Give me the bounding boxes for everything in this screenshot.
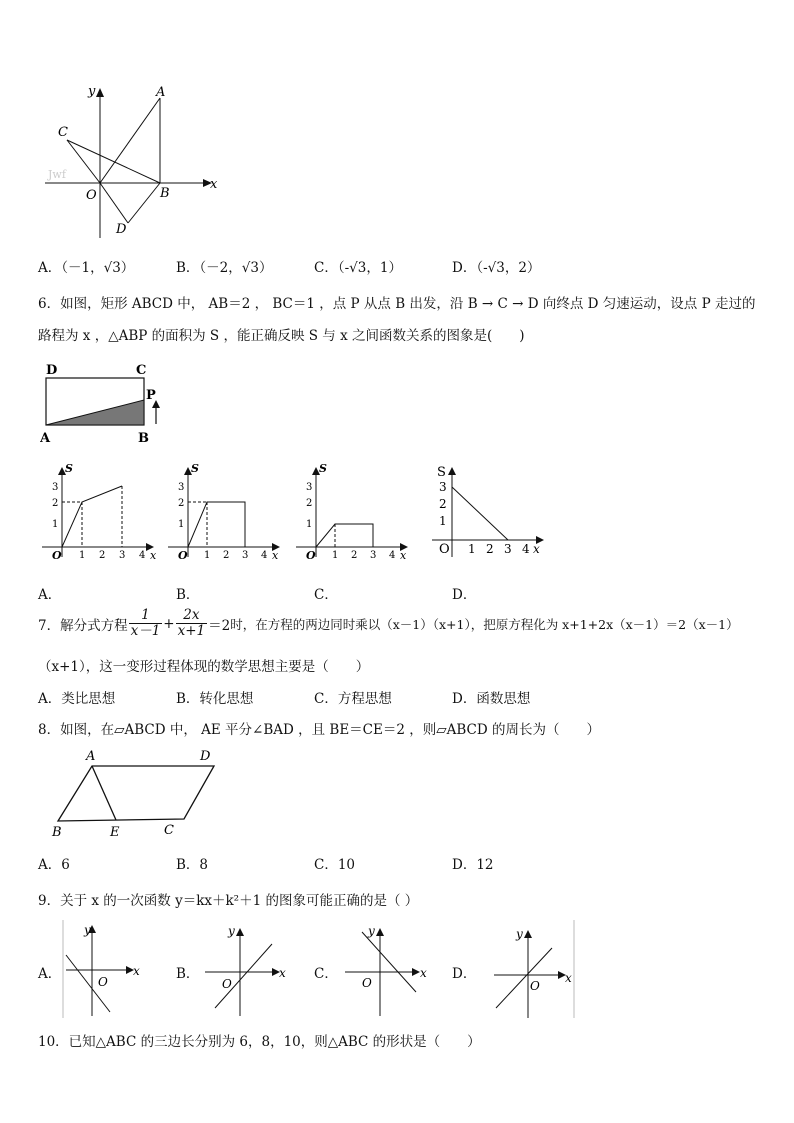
svg-text:y: y xyxy=(516,927,523,941)
label-C: C xyxy=(58,125,68,140)
svg-text:x: x xyxy=(565,971,572,985)
q6-graph-c xyxy=(294,462,419,562)
q7-text-line2: （x+1），这一变形过程体现的数学思想主要是（ ） xyxy=(38,659,370,675)
svg-text:3: 3 xyxy=(370,550,377,561)
label-A: A xyxy=(86,749,96,764)
svg-text:S: S xyxy=(437,465,446,480)
svg-text:1: 1 xyxy=(468,542,476,556)
seg-OD xyxy=(100,183,128,223)
q6-option-c[interactable]: C． xyxy=(314,587,338,603)
svg-text:O: O xyxy=(98,975,108,989)
q6-rectangle-figure xyxy=(40,358,170,448)
parallelogram-ABCD xyxy=(58,766,214,821)
svg-text:3: 3 xyxy=(52,482,59,493)
q8-option-b[interactable]: B．8 xyxy=(176,857,209,873)
q9-graph-a xyxy=(60,920,150,1020)
q9-text: 9．关于 x 的一次函数 y＝kx＋k²＋1 的图象可能正确的是（ ） xyxy=(38,893,419,909)
svg-text:1: 1 xyxy=(52,519,59,530)
label-B: B xyxy=(160,186,170,201)
svg-text:x: x xyxy=(279,966,286,980)
svg-text:y: y xyxy=(84,923,91,937)
q9-option-c[interactable]: C． xyxy=(314,966,338,982)
label-x: x xyxy=(210,177,218,192)
q9-option-a[interactable]: A． xyxy=(38,966,62,982)
label-A: A xyxy=(156,85,166,100)
svg-text:2: 2 xyxy=(486,542,494,556)
q6-option-d[interactable]: D． xyxy=(452,587,477,603)
seg-DB xyxy=(128,183,160,223)
fraction-2: $\frac{2x}{x+1}$ xyxy=(177,607,206,639)
svg-text:y: y xyxy=(368,924,375,938)
label-E: E xyxy=(110,825,120,840)
q7-text-line1: 7．解分式方程 $\frac{1}{x-1}$ + $\frac{2x}{x+1}$ ＝2 时，在方程的两边同时乘以（x－1）（x+1），把原方程化为 x+1+2x（x－1）＝2（x－1） xyxy=(38,607,739,639)
q7-option-c[interactable]: C．方程思想 xyxy=(314,691,392,707)
q8-parallelogram-figure xyxy=(44,744,224,840)
q9-graph-c xyxy=(340,920,435,1020)
svg-text:O: O xyxy=(222,977,232,991)
label-B: B xyxy=(52,825,62,840)
svg-text:S: S xyxy=(65,462,73,475)
svg-text:3: 3 xyxy=(178,482,185,493)
svg-text:1: 1 xyxy=(439,514,447,528)
label-D: D xyxy=(46,363,58,378)
seg-AE xyxy=(92,766,116,820)
svg-text:x: x xyxy=(420,966,427,980)
svg-text:2: 2 xyxy=(223,550,230,561)
q7-option-d[interactable]: D．函数思想 xyxy=(452,691,531,707)
svg-text:1: 1 xyxy=(79,550,86,561)
label-D: D xyxy=(200,749,211,764)
svg-text:S: S xyxy=(319,462,327,475)
svg-text:3: 3 xyxy=(242,550,249,561)
q5-option-c[interactable]: C．（-√3，1） xyxy=(314,260,402,276)
svg-text:x: x xyxy=(150,549,157,562)
seg-CB xyxy=(67,140,160,183)
y-axis-arrow xyxy=(96,88,104,97)
svg-text:S: S xyxy=(191,462,199,475)
q9-option-d[interactable]: D． xyxy=(452,966,477,982)
seg-CO xyxy=(67,140,100,183)
q5-option-a[interactable]: A．（－1，√3） xyxy=(38,260,135,276)
q6-graph-d xyxy=(430,462,555,562)
svg-text:1: 1 xyxy=(332,550,339,561)
svg-text:x: x xyxy=(133,964,140,978)
q8-option-c[interactable]: C．10 xyxy=(314,857,356,873)
q6-graph-a xyxy=(40,462,165,562)
q5-option-b[interactable]: B．（－2，√3） xyxy=(176,260,273,276)
q6-option-b[interactable]: B． xyxy=(176,587,200,603)
svg-text:O: O xyxy=(439,542,450,557)
svg-text:4: 4 xyxy=(389,550,396,561)
svg-text:1: 1 xyxy=(306,519,313,530)
q6-graph-b xyxy=(166,462,291,562)
q9-graph-d xyxy=(490,920,580,1020)
svg-text:4: 4 xyxy=(139,550,146,561)
svg-text:2: 2 xyxy=(351,550,358,561)
svg-text:3: 3 xyxy=(504,542,512,556)
svg-text:O: O xyxy=(178,549,188,562)
svg-text:2: 2 xyxy=(178,498,185,509)
q8-text: 8．如图，在▱ABCD 中， AE 平分∠BAD ，且 BE＝CE＝2 ，则▱ABCD 的周长为（ ） xyxy=(38,722,600,738)
label-y: y xyxy=(88,84,96,99)
seg-OA xyxy=(100,98,160,183)
svg-text:y: y xyxy=(228,924,235,938)
svg-text:x: x xyxy=(272,549,279,562)
svg-text:2: 2 xyxy=(99,550,106,561)
q5-figure xyxy=(40,80,230,240)
q7-option-b[interactable]: B．转化思想 xyxy=(176,691,254,707)
label-C: C xyxy=(136,363,147,378)
q8-option-a[interactable]: A．6 xyxy=(38,857,70,873)
q7-option-a[interactable]: A．类比思想 xyxy=(38,691,116,707)
svg-text:O: O xyxy=(362,976,372,990)
label-D: D xyxy=(116,222,127,237)
svg-text:x: x xyxy=(400,549,407,562)
q6-option-a[interactable]: A． xyxy=(38,587,62,603)
svg-text:3: 3 xyxy=(306,482,313,493)
svg-text:4: 4 xyxy=(522,542,530,556)
watermark: Jwf xyxy=(48,168,66,181)
svg-text:O: O xyxy=(306,549,316,562)
svg-text:2: 2 xyxy=(306,498,313,509)
label-P: P xyxy=(146,388,156,403)
q9-graph-b xyxy=(200,920,295,1020)
svg-text:3: 3 xyxy=(439,480,447,494)
svg-text:3: 3 xyxy=(119,550,126,561)
q8-option-d[interactable]: D．12 xyxy=(452,857,494,873)
label-B: B xyxy=(138,431,149,446)
label-A: A xyxy=(40,431,51,446)
fraction-1: $\frac{1}{x-1}$ xyxy=(130,607,161,639)
svg-text:4: 4 xyxy=(261,550,268,561)
svg-text:O: O xyxy=(52,549,62,562)
svg-text:O: O xyxy=(530,979,540,993)
q6-text-line2: 路程为 x ，△ABP 的面积为 S ，能正确反映 S 与 x 之间函数关系的图象是( ) xyxy=(38,328,525,344)
svg-text:1: 1 xyxy=(204,550,211,561)
label-C: C xyxy=(164,823,174,838)
q10-text: 10．已知△ABC 的三边长分别为 6，8，10，则△ABC 的形状是（ ） xyxy=(38,1034,481,1050)
label-O: O xyxy=(86,188,97,203)
svg-text:2: 2 xyxy=(439,497,447,511)
shaded-triangle xyxy=(46,400,144,425)
q6-text-line1: 6．如图，矩形 ABCD 中， AB＝2 ， BC＝1 ，点 P 从点 B 出发，沿 B → C → D 向终点 D 匀速运动，设点 P 走过的 xyxy=(38,296,756,312)
q9-option-b[interactable]: B． xyxy=(176,966,200,982)
svg-text:x: x xyxy=(533,542,540,556)
q5-option-d[interactable]: D．（-√3，2） xyxy=(452,260,541,276)
svg-text:2: 2 xyxy=(52,498,59,509)
svg-text:1: 1 xyxy=(178,519,185,530)
